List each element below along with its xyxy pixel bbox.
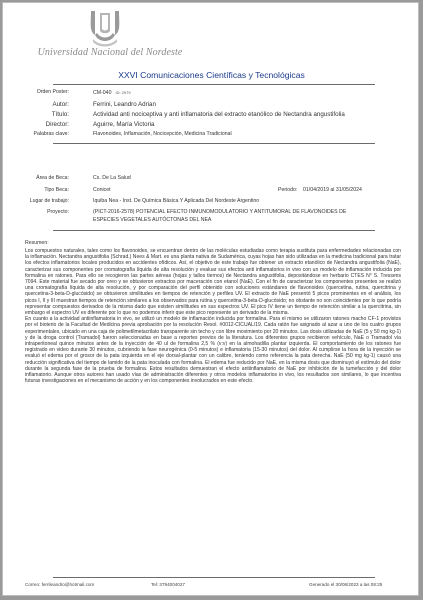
proyecto-label: Proyecto: — [47, 209, 69, 215]
orden-poster-value: CM-040 ID: 2979 — [93, 90, 131, 96]
lugar-trabajo-label: Lugar de trabajo: — [29, 198, 69, 204]
resumen-body — [25, 248, 401, 384]
institution-name: Universidad Nacional del Nordeste — [37, 47, 183, 58]
director-value: Aguirre, María Victoria — [93, 121, 155, 128]
proyecto-value-line2: ESPECIES VEGETALES AUTÓCTONAS DEL NEA — [93, 217, 212, 223]
lugar-trabajo-value: Iquiba Nea - Inst. De Química Básica Y Aplicada Del Nordeste Argentino — [93, 198, 260, 204]
area-beca-value: Cs. De La Salud — [93, 175, 131, 181]
divider — [53, 143, 375, 144]
poster-id: ID: 2979 — [115, 90, 131, 95]
director-label: Director: — [45, 121, 69, 128]
titulo-value: Actividad anti nociceptiva y anti inflamatoria del extracto etanólico de Nectandra angustifolia — [93, 111, 345, 118]
footer-correo: Correo: ferrileandro@hotmail.com — [25, 582, 95, 587]
footer-generado: Generado el 30/06/2023 a las 08:25 — [309, 582, 383, 587]
orden-poster-label: Orden Poster: — [36, 89, 69, 95]
autor-value: Ferrini, Leandro Adrian — [93, 101, 156, 108]
tipo-beca-value: Conicet — [93, 187, 111, 193]
autor-label: Autor: — [52, 101, 69, 108]
divider — [53, 84, 375, 85]
university-logo-icon — [83, 9, 127, 47]
resumen-paragraph-1: Los compuestos naturales, tales como los flavonoides, se encuentran dentro de las moléculas estudiadas como terapia sustituta para enfermedades relacionadas con la inflamación. Nectandra angustifolia (Schrad.) Nees & Mart. es una planta nativa de Sudamérica, cuyas hojas han sido utilizadas en la medicina tradicional para tratar los efectos inflamatorios locales producidos en accidentes ofídicos. Así, el objetivo de este trabajo fue obtener un extracto etanólico de Nectandra angustifolia (NaE), caracterizar sus componentes por cromatografía líquida de alta resolución y evaluar sus efectos anti inflamatorios in vivo con un modelo de inflamación inducida por formalina en ratones. Para ello se recogieron las partes aéreas (hojas y tallos tiernos) de Nectandra angustifolia, depositándose en herbario CTES N° S. Tressens 7094. Este material fue secado por oreo y se obtuvieron extractos por maceración con etanol (NaE). Con el fin de caracterizar los componentes presentes se realizó una cromatografía líquida de alta resolución, y por comparación del perfil obtenido con soluciones estándares de flavonoides (quercetina, rutina, quercitrina y quercetina-3-beta-D-glucósido) se obtuvieron similitudes en tiempos de retención y perfiles UV. El extracto de NaE presentó 5 picos prominentes en el análisis, los picos I, II y III muestran tiempos de retención similares a los observados para rutina y quercetina-3-beta-D-glucósido; no obstante no son coincidentes por lo que podría representar compuestos derivados de la misma dado que existen similitudes en sus espectros UV. El pico IV tiene un tiempo de retención similar a la quercitrina, sin embargo el espectro UV es diferente por lo que no podemos inferir que este pico represente un derivado de la misma. — [25, 248, 401, 317]
divider — [53, 577, 375, 578]
resumen-label: Resumen: — [25, 240, 49, 246]
tipo-beca-label: Tipo Beca: — [44, 187, 69, 193]
proyecto-value-line1: (PICT-2016-2578) POTENCIAL EFECTO INMUNOMODULATORIO Y ANTITUMORAL DE FLAVONOIDES DE — [93, 209, 347, 215]
event-title: XXVI Comunicaciones Científicas y Tecnológicas — [118, 70, 305, 80]
palabras-clave-value: Flavonoides, Inflamación, Nocicepción, Medicina Tradicional — [93, 131, 232, 137]
periodo-label: Periodo: — [278, 187, 298, 193]
document-page — [2, 2, 419, 596]
area-beca-label: Área de Beca: — [36, 175, 69, 181]
resumen-paragraph-2: En cuanto a la actividad antiinflamatoria in vivo, se utilizó un modelo de inflamación inducida por formalina. Para el mismo se utilizaron ratones macho CF-1 provistos por el bioterio de la Facultad de Medicina previa aprobación por la resolución Resol. #0012-CICUAL/19. Cada ratón fue asignado al azar a uno de los cuatro grupos experimentales, ubicado en una caja de polimetilmetacrilato transparente sin techo y con libre movimiento por 20 minutos. Las dosis utilizadas de NaE (5 y 50 mg kg-1) y de la droga control (Tramadol) fueron seleccionadas en base a reportes previos de la literatura. Los diferentes grupos recibieron vehículo, NaE o Tramadol vía intraperitoneal quince minutos antes de la inyección de 40 ul de formalina 2,5 % (v:v) en la almohadilla plantar izquierda. El comportamiento de los ratones fue registrado en video durante 30 minutos, cubriendo la fase neurogénica (0-5 minutos) e inflamatoria (15-30 minutos) del dolor. Al cumplirse la hora de la inyección se evaluó el edema por el grosor de la pata izquierda en el eje dorsal-plantar con un calibre, teniendo como referencia la pata derecha. NaE (50 mg kg-1) causó una reducción significativa del tiempo de lamido de la pata inoculada con formalina. El edema fue reducido por NaE, en la misma dosis que disminuyó el estímulo del dolor durante la segunda fase de la prueba de formalina. Estos resultados demuestran el efecto antiinflamatorio de NaE por inhibición de la tumefacción y del dolor inflamatorio. Aunque otros autores han usado vías de administración diferentes y otros modelos inflamatorios in vivo, los resultados son similares, lo que incentiva futuras investigaciones en el mecanismo de acción y en los componentes involucrados en este efecto. — [25, 316, 401, 385]
footer-telefono: Tel: 3794004027 — [151, 582, 185, 587]
titulo-label: Título: — [51, 111, 69, 118]
periodo-value: 01/04/2019 al 31/05/2024 — [303, 187, 362, 193]
divider — [53, 230, 375, 231]
palabras-clave-label: Palabras clave: — [33, 131, 69, 137]
